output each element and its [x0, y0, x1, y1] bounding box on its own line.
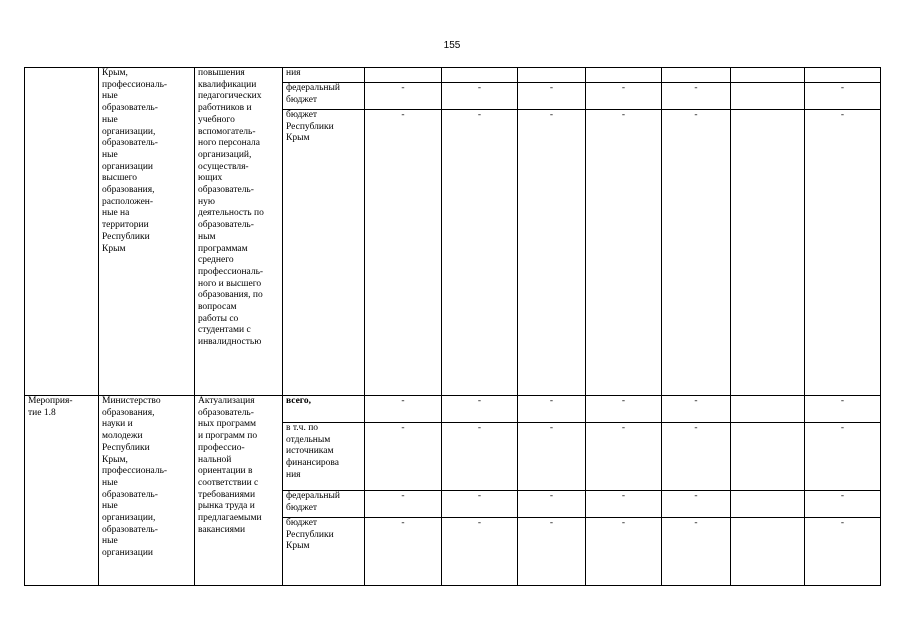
value-cell: -	[662, 396, 731, 423]
value-cell: -	[662, 518, 731, 586]
value-cell: -	[518, 491, 586, 518]
table-row	[25, 68, 881, 83]
funding-source-cell-line: Крым	[286, 541, 310, 552]
value-cell: -	[805, 83, 881, 110]
value-cell: -	[805, 423, 881, 491]
value-cell	[731, 423, 805, 491]
executor-cell	[99, 396, 195, 586]
value-cell: -	[805, 491, 881, 518]
value-cell: -	[586, 491, 662, 518]
value-cell: -	[805, 518, 881, 586]
activity-description-cell	[195, 396, 283, 586]
activity-number-cell-line: тие 1.8	[28, 407, 56, 418]
executor-cell-line: профессиональ-	[102, 79, 168, 90]
value-cell: -	[365, 83, 442, 110]
activity-description-cell-line: профессиональ-	[198, 266, 264, 277]
activity-description-cell-line: нальной	[198, 454, 232, 465]
executor-cell-line: ные	[102, 91, 118, 102]
table-body	[25, 68, 881, 586]
value-cell: -	[442, 423, 518, 491]
funding-source-cell-line: федеральный	[286, 491, 340, 501]
value-cell: -	[442, 491, 518, 518]
activity-description-cell-line: ных программ	[198, 419, 257, 430]
funding-source-cell-line: бюджет	[286, 518, 318, 528]
value-cell: -	[518, 83, 586, 110]
activity-description-cell-line: ного персонала	[198, 138, 260, 149]
value-cell: -	[518, 396, 586, 423]
value-cell: -	[586, 396, 662, 423]
executor-cell-line: профессиональ-	[102, 466, 168, 477]
funding-source-cell-line: федеральный	[286, 83, 340, 93]
value-cell: -	[442, 83, 518, 110]
activity-description-cell-line: среднего	[198, 255, 234, 266]
funding-source-cell-line: бюджет	[286, 94, 318, 105]
executor-cell-line: молодежи	[102, 431, 143, 442]
funding-source-cell-line: Республики	[286, 121, 334, 132]
activity-description-cell-line: осуществля-	[198, 161, 249, 172]
executor-cell-line: ные на	[102, 208, 130, 219]
value-cell	[805, 68, 881, 83]
funding-source-cell-line: финансирова	[286, 458, 340, 469]
executor-cell-line: организации	[102, 548, 154, 559]
funding-source-cell	[283, 518, 365, 586]
funding-source-cell-line: Крым	[286, 133, 310, 144]
executor-cell-line: организации	[102, 161, 154, 172]
activity-description-cell-line: образователь-	[198, 220, 254, 231]
activity-description-cell-line: профессио-	[198, 442, 245, 453]
funding-source-cell	[283, 68, 365, 83]
executor-cell-line: Республики	[102, 442, 150, 453]
activity-description-cell-line: ориентации в	[198, 466, 253, 477]
value-cell: -	[365, 518, 442, 586]
activity-description-cell-line: вопросам	[198, 302, 237, 313]
executor-cell-line: организации,	[102, 126, 156, 137]
executor-cell-line: ные	[102, 114, 118, 125]
activity-number-cell-line: Мероприя-	[28, 396, 73, 406]
activity-description-cell-line: требованиями	[198, 489, 256, 500]
activity-description-cell-line: ную	[198, 196, 215, 207]
funding-source-cell-line: ния	[286, 68, 301, 78]
executor-cell-line: образователь-	[102, 103, 158, 114]
activity-description-cell-line: ющих	[198, 173, 223, 184]
value-cell: -	[586, 83, 662, 110]
activity-description-cell-line: образования, по	[198, 290, 263, 301]
value-cell: -	[586, 518, 662, 586]
value-cell: -	[662, 110, 731, 396]
value-cell: -	[805, 110, 881, 396]
value-cell: -	[662, 83, 731, 110]
activity-description-cell-line: программам	[198, 243, 248, 254]
activity-description-cell-line: ного и высшего	[198, 278, 262, 289]
value-cell	[731, 83, 805, 110]
value-cell: -	[518, 518, 586, 586]
value-cell	[442, 68, 518, 83]
value-cell: -	[518, 110, 586, 396]
value-cell: -	[586, 423, 662, 491]
value-cell	[586, 68, 662, 83]
page-number: 155	[443, 40, 461, 51]
funding-source-cell-line: Республики	[286, 529, 334, 540]
executor-cell-line: территории	[102, 220, 149, 231]
activity-description-cell-line: студентами с	[198, 325, 251, 336]
funding-source-cell-line: бюджет	[286, 502, 318, 513]
executor-cell-line: организации,	[102, 513, 156, 524]
activity-description-cell-line: Актуализация	[198, 396, 255, 406]
executor-cell-line: Крым,	[102, 68, 128, 78]
funding-source-cell-line: источникам	[286, 446, 334, 457]
activity-description-cell-line: образователь-	[198, 407, 254, 418]
value-cell: -	[365, 110, 442, 396]
activity-description-cell-line: ным	[198, 231, 216, 242]
value-cell: -	[442, 518, 518, 586]
activity-description-cell-line: квалификации	[198, 79, 257, 90]
value-cell: -	[662, 491, 731, 518]
activity-description-cell-line: образователь-	[198, 185, 254, 196]
activity-description-cell	[195, 68, 283, 396]
activity-description-cell-line: организаций,	[198, 149, 252, 160]
activity-description-cell-line: учебного	[198, 114, 235, 125]
value-cell: -	[518, 423, 586, 491]
value-cell: -	[586, 110, 662, 396]
funding-source-cell-line: всего,	[286, 396, 311, 406]
activity-number-cell	[25, 68, 99, 396]
value-cell	[731, 110, 805, 396]
funding-source-cell	[283, 83, 365, 110]
executor-cell-line: Крым,	[102, 454, 128, 465]
funding-source-cell-line: бюджет	[286, 110, 318, 120]
executor-cell-line: Республики	[102, 231, 150, 242]
activity-description-cell-line: работников и	[198, 103, 252, 114]
funding-source-cell	[283, 423, 365, 491]
funding-source-cell	[283, 491, 365, 518]
executor-cell-line: ные	[102, 501, 118, 512]
activity-description-cell-line: педагогических	[198, 91, 262, 102]
value-cell: -	[365, 491, 442, 518]
value-cell	[731, 396, 805, 423]
value-cell: -	[442, 396, 518, 423]
value-cell	[365, 68, 442, 83]
value-cell: -	[662, 423, 731, 491]
activity-description-cell-line: соответствии с	[198, 477, 259, 488]
executor-cell-line: ные	[102, 536, 118, 547]
activity-description-cell-line: повышения	[198, 68, 245, 78]
executor-cell-line: ные	[102, 149, 118, 160]
funding-source-cell	[283, 110, 365, 396]
value-cell	[731, 491, 805, 518]
executor-cell-line: Крым	[102, 243, 126, 254]
value-cell	[518, 68, 586, 83]
funding-source-cell-line: в т.ч. по	[286, 423, 319, 433]
executor-cell-line: ные	[102, 477, 118, 488]
budget-table	[24, 67, 881, 586]
value-cell	[731, 68, 805, 83]
executor-cell-line: образования,	[102, 407, 155, 418]
value-cell: -	[442, 110, 518, 396]
executor-cell-line: Министерство	[102, 396, 161, 406]
funding-source-cell	[283, 396, 365, 423]
executor-cell-line: высшего	[102, 173, 138, 184]
executor-cell-line: образователь-	[102, 489, 158, 500]
executor-cell-line: образователь-	[102, 138, 158, 149]
activity-description-cell-line: деятельность по	[198, 208, 264, 219]
executor-cell	[99, 68, 195, 396]
table-row	[25, 396, 881, 423]
activity-description-cell-line: инвалидностью	[198, 337, 262, 348]
executor-cell-line: расположен-	[102, 196, 154, 207]
activity-description-cell-line: и программ по	[198, 431, 258, 442]
value-cell	[731, 518, 805, 586]
activity-description-cell-line: вспомогатель-	[198, 126, 256, 137]
funding-source-cell-line: отдельным	[286, 434, 331, 445]
executor-cell-line: науки и	[102, 419, 133, 430]
executor-cell-line: образователь-	[102, 524, 158, 535]
activity-description-cell-line: рынка труда и	[198, 501, 255, 512]
value-cell: -	[805, 396, 881, 423]
executor-cell-line: образования,	[102, 185, 155, 196]
value-cell	[662, 68, 731, 83]
activity-number-cell	[25, 396, 99, 586]
value-cell: -	[365, 396, 442, 423]
activity-description-cell-line: работы со	[198, 313, 239, 324]
activity-description-cell-line: предлагаемыми	[198, 513, 262, 524]
funding-source-cell-line: ния	[286, 469, 301, 480]
value-cell: -	[365, 423, 442, 491]
activity-description-cell-line: вакансиями	[198, 524, 246, 535]
